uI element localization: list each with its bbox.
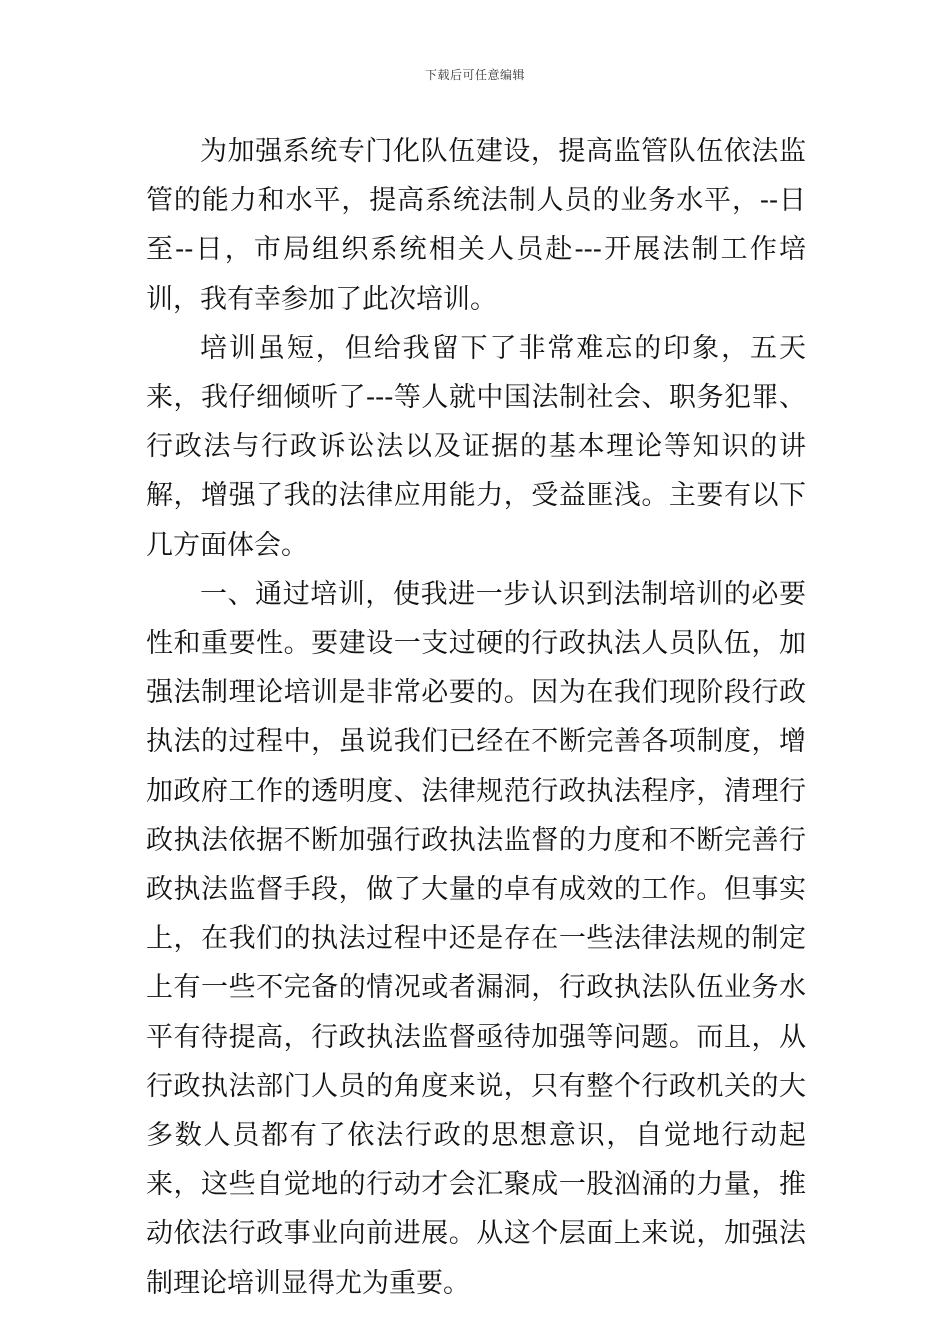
header-note: 下载后可任意编辑 [424, 68, 525, 82]
document-body [146, 127, 806, 1308]
paragraph-intro: 为加强系统专门化队伍建设，提高监管队伍依法监管的能力和水平，提高系统法制人员的业务水平，--日至--日，市局组织系统相关人员赴---开展法制工作培训，我有幸参加了此次培训。 [146, 136, 806, 315]
paragraph-impression: 培训虽短，但给我留下了非常难忘的印象，五天来，我仔细倾听了---等人就中国法制社会、职务犯罪、行政法与行政诉讼法以及证据的基本理论等知识的讲解，增强了我的法律应用能力，受益匪浅。主要有以下几方面体会。 [146, 332, 806, 561]
paragraph-point-one: 一、通过培训，使我进一步认识到法制培训的必要性和重要性。要建设一支过硬的行政执法人员队伍，加强法制理论培训是非常必要的。因为在我们现阶段行政执法的过程中，虽说我们已经在不断完善各项制度，增加政府工作的透明度、法律规范行政执法程序，清理行政执法依据不断加强行政执法监督的力度和不断完善行政执法监督手段，做了大量的卓有成效的工作。但事实上，在我们的执法过程中还是存在一些法律法规的制定上有一些不完备的情况或者漏洞，行政执法队伍业务水平有待提高，行政执法监督亟待加强等问题。而且，从行政执法部门人员的角度来说，只有整个行政机关的大多数人员都有了依法行政的思想意识，自觉地行动起来，这些自觉地的行动才会汇聚成一股汹涌的力量，推动依法行政事业向前进展。从这个层面上来说，加强法制理论培训显得尤为重要。 [146, 578, 806, 1299]
